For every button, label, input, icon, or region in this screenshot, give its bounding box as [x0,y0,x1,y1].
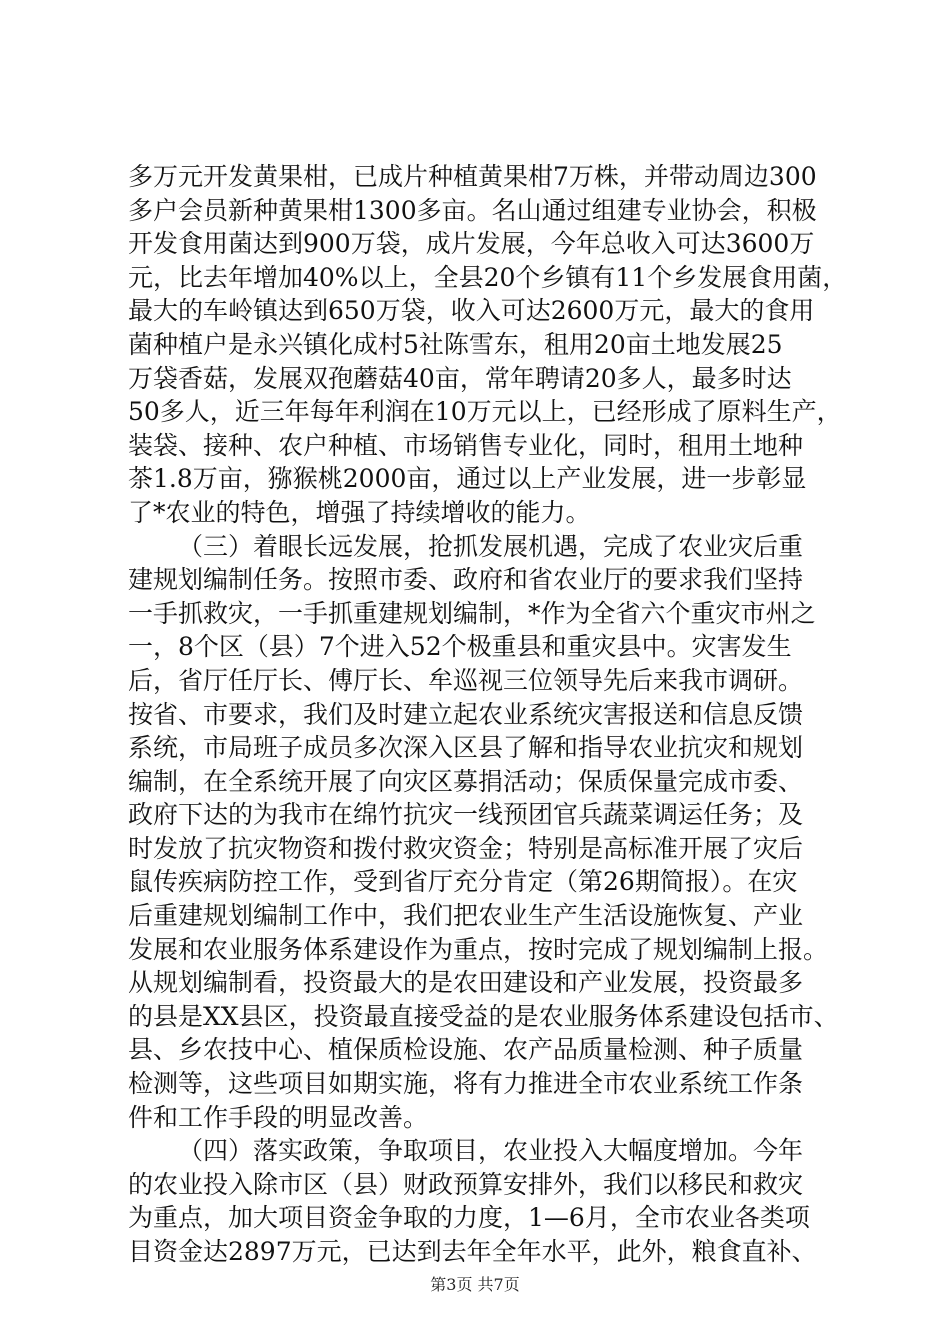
text-line: 目资金达2897万元，已达到去年全年水平，此外，粮食直补、 [128,1237,817,1266]
text-line: 茶1.8万亩，猕猴桃2000亩，通过以上产业发展，进一步彰显 [128,464,807,494]
text-line: 的农业投入除市区（县）财政预算安排外，我们以移民和救灾 [128,1169,804,1199]
text-line: 万袋香菇，发展双孢蘑菇40亩，常年聘请20多人，最多时达 [128,363,792,393]
text-line: 装袋、接种、农户种植、市场销售专业化，同时，租用土地种 [128,430,804,460]
text-line: 后重建规划编制工作中，我们把农业生产生活设施恢复、产业 [128,901,804,931]
text-line: 为重点，加大项目资金争取的力度，1—6月，全市农业各类项 [128,1203,810,1233]
text-line: 了*农业的特色，增强了持续增收的能力。 [128,497,591,527]
section-heading-line: （四）落实政策，争取项目，农业投入大幅度增加。今年 [178,1136,804,1166]
text-line: 元，比去年增加40%以上，全县20个乡镇有11个乡发展食用菌， [128,262,848,292]
text-line: 系统，市局班子成员多次深入区县了解和指导农业抗灾和规划 [128,733,804,763]
text-line: 后，省厅任厅长、傅厅长、牟巡视三位领导先后来我市调研。 [128,665,804,695]
text-line: 件和工作手段的明显改善。 [128,1102,429,1132]
text-line: 多万元开发黄果柑，已成片种植黄果柑7万株，并带动周边300 [128,162,817,191]
text-line: 开发食用菌达到900万袋，成片发展，今年总收入可达3600万 [128,229,815,259]
text-line: 时发放了抗灾物资和拨付救灾资金；特别是高标准开展了灾后 [128,833,804,863]
text-line: 一，8个区（县）7个进入52个极重县和重灾县中。灾害发生 [128,632,792,662]
text-line: 鼠传疾病防控工作，受到省厅充分肯定（第26期简报）。在灾 [128,867,798,897]
text-line: 的县是XX县区，投资最直接受益的是农业服务体系建设包括市、 [128,1001,839,1031]
section-heading-line: （三）着眼长远发展，抢抓发展机遇，完成了农业灾后重 [178,531,804,561]
text-line: 从规划编制看，投资最大的是农田建设和产业发展，投资最多 [128,968,804,998]
text-line: 50多人，近三年每年利润在10万元以上，已经形成了原料生产， [128,397,842,427]
text-line: 编制，在全系统开展了向灾区募捐活动；保质保量完成市委、 [128,766,804,796]
text-line: 多户会员新种黄果柑1300多亩。名山通过组建专业协会，积极 [128,195,817,225]
body-text [128,160,848,1269]
text-line: 检测等，这些项目如期实施，将有力推进全市农业系统工作条 [128,1069,804,1099]
text-line: 政府下达的为我市在绵竹抗灾一线预团官兵蔬菜调运任务；及 [128,800,804,830]
text-line: 按省、市要求，我们及时建立起农业系统灾害报送和信息反馈 [128,699,804,729]
text-line: 发展和农业服务体系建设作为重点，按时完成了规划编制上报。 [128,934,829,964]
text-line: 一手抓救灾，一手抓重建规划编制，*作为全省六个重灾市州之 [128,598,816,628]
text-line: 县、乡农技中心、植保质检设施、农产品质量检测、种子质量 [128,1035,804,1065]
page-number-footer: 第3页 共7页 [430,1275,520,1294]
text-line: 最大的车岭镇达到650万袋，收入可达2600万元，最大的食用 [128,296,815,326]
text-line: 菌种植户是永兴镇化成村5社陈雪东，租用20亩土地发展25 [128,329,783,359]
text-line: 建规划编制任务。按照市委、政府和省农业厅的要求我们坚持 [128,565,804,595]
